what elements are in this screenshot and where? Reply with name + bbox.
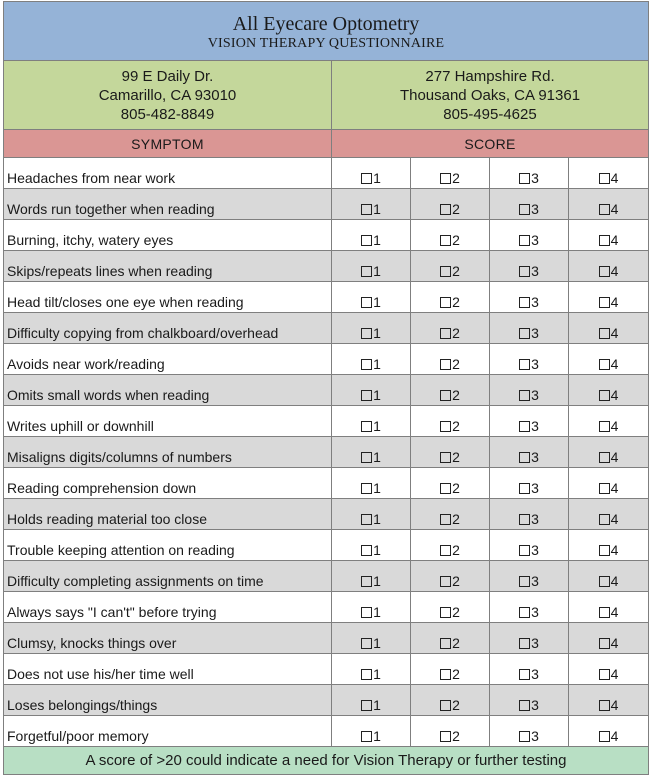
score-option-2[interactable] [411, 437, 490, 468]
score-option-4[interactable] [569, 375, 649, 406]
checkbox-icon[interactable] [519, 607, 530, 618]
table-row [4, 561, 649, 592]
table-row [4, 406, 649, 437]
checkbox-icon[interactable] [599, 421, 610, 432]
score-option-label: 3 [531, 232, 539, 248]
table-row [4, 530, 649, 561]
score-option-2[interactable] [411, 158, 490, 189]
score-option-label: 1 [373, 635, 381, 651]
score-option-3[interactable] [490, 189, 569, 220]
checkbox-icon[interactable] [519, 204, 530, 215]
score-option-label: 2 [452, 666, 460, 682]
score-option-label: 2 [452, 697, 460, 713]
score-option-label: 2 [452, 387, 460, 403]
score-option-label: 4 [610, 635, 619, 651]
checkbox-icon[interactable] [440, 669, 451, 680]
score-option-label: 3 [531, 511, 539, 527]
score-option-3[interactable] [490, 158, 569, 189]
checkbox-icon[interactable] [440, 576, 451, 587]
score-option-label: 1 [373, 387, 381, 403]
score-option-4[interactable] [569, 716, 649, 747]
score-option-4[interactable] [569, 282, 649, 313]
score-option-label: 3 [531, 263, 539, 279]
score-option-3[interactable] [490, 282, 569, 313]
score-option-label: 4 [610, 697, 619, 713]
score-option-label: 4 [610, 542, 619, 558]
score-option-label: 2 [452, 573, 460, 589]
score-option-2[interactable] [411, 344, 490, 375]
score-option-label: 1 [373, 511, 381, 527]
score-option-4[interactable] [569, 623, 649, 654]
checkbox-icon[interactable] [361, 204, 372, 215]
score-option-label: 1 [373, 449, 381, 465]
score-option-label: 4 [610, 201, 619, 217]
score-option-1[interactable] [332, 530, 411, 561]
checkbox-icon[interactable] [519, 731, 530, 742]
checkbox-icon[interactable] [440, 731, 451, 742]
score-option-4[interactable] [569, 189, 649, 220]
checkbox-icon[interactable] [440, 514, 451, 525]
score-option-1[interactable] [332, 437, 411, 468]
score-option-label: 4 [610, 573, 619, 589]
score-option-label: 1 [373, 263, 381, 279]
score-option-label: 1 [373, 418, 381, 434]
symptom-label: Forgetful/poor memory [4, 716, 332, 747]
score-option-3[interactable] [490, 251, 569, 282]
checkbox-icon[interactable] [361, 235, 372, 246]
score-option-4[interactable] [569, 251, 649, 282]
score-option-label: 4 [610, 728, 619, 744]
score-option-label: 1 [373, 542, 381, 558]
checkbox-icon[interactable] [361, 421, 372, 432]
symptom-label: Difficulty copying from chalkboard/overhead [4, 313, 332, 344]
score-option-3[interactable] [490, 561, 569, 592]
score-option-label: 2 [452, 480, 460, 496]
checkbox-icon[interactable] [440, 173, 451, 184]
score-option-label: 4 [610, 356, 619, 372]
symptom-label: Reading comprehension down [4, 468, 332, 499]
score-option-1[interactable] [332, 220, 411, 251]
checkbox-icon[interactable] [599, 731, 610, 742]
checkbox-icon[interactable] [519, 545, 530, 556]
checkbox-icon[interactable] [361, 359, 372, 370]
score-option-label: 1 [373, 294, 381, 310]
score-option-label: 3 [531, 573, 539, 589]
score-option-label: 3 [531, 635, 539, 651]
table-row [4, 654, 649, 685]
symptom-column-header: SYMPTOM [4, 130, 332, 158]
checkbox-icon[interactable] [361, 545, 372, 556]
table-row [4, 685, 649, 716]
checkbox-icon[interactable] [361, 669, 372, 680]
score-option-3[interactable] [490, 220, 569, 251]
checkbox-icon[interactable] [599, 173, 610, 184]
score-option-4[interactable] [569, 561, 649, 592]
score-option-label: 4 [610, 511, 619, 527]
score-option-label: 1 [373, 480, 381, 496]
score-option-3[interactable] [490, 623, 569, 654]
table-row [4, 158, 649, 189]
symptom-label: Always says "I can't" before trying [4, 592, 332, 623]
checkbox-icon[interactable] [519, 266, 530, 277]
score-option-label: 3 [531, 480, 539, 496]
checkbox-icon[interactable] [440, 390, 451, 401]
score-option-label: 3 [531, 728, 539, 744]
score-option-label: 2 [452, 635, 460, 651]
table-row [4, 716, 649, 747]
symptom-label: Difficulty completing assignments on time [4, 561, 332, 592]
checkbox-icon[interactable] [440, 638, 451, 649]
score-option-label: 4 [610, 449, 619, 465]
table-row [4, 344, 649, 375]
score-option-2[interactable] [411, 530, 490, 561]
score-option-1[interactable] [332, 375, 411, 406]
checkbox-icon[interactable] [440, 204, 451, 215]
score-option-label: 3 [531, 325, 539, 341]
checkbox-icon[interactable] [361, 514, 372, 525]
score-option-3[interactable] [490, 530, 569, 561]
location-city: Camarillo, CA 93010 [98, 86, 237, 104]
score-option-label: 4 [610, 418, 619, 434]
symptom-label: Writes uphill or downhill [4, 406, 332, 437]
score-option-1[interactable] [332, 313, 411, 344]
symptom-label: Burning, itchy, watery eyes [4, 220, 332, 251]
page-subtitle: VISION THERAPY QUESTIONNAIRE [207, 36, 445, 52]
score-option-label: 1 [373, 728, 381, 744]
score-option-1[interactable] [332, 561, 411, 592]
checkbox-icon[interactable] [361, 638, 372, 649]
checkbox-icon[interactable] [361, 731, 372, 742]
score-option-label: 3 [531, 666, 539, 682]
score-option-4[interactable] [569, 468, 649, 499]
score-option-label: 2 [452, 542, 460, 558]
checkbox-icon[interactable] [519, 421, 530, 432]
score-option-label: 2 [452, 201, 460, 217]
score-option-4[interactable] [569, 654, 649, 685]
score-option-label: 4 [610, 232, 619, 248]
score-option-label: 1 [373, 170, 381, 186]
checkbox-icon[interactable] [440, 607, 451, 618]
checkbox-icon[interactable] [599, 669, 610, 680]
checkbox-icon[interactable] [440, 359, 451, 370]
score-option-label: 1 [373, 232, 381, 248]
score-option-label: 4 [610, 325, 619, 341]
checkbox-icon[interactable] [599, 390, 610, 401]
score-option-3[interactable] [490, 468, 569, 499]
score-option-1[interactable] [332, 623, 411, 654]
score-option-2[interactable] [411, 189, 490, 220]
checkbox-icon[interactable] [361, 328, 372, 339]
score-option-4[interactable] [569, 685, 649, 716]
score-option-label: 2 [452, 263, 460, 279]
score-option-label: 3 [531, 604, 539, 620]
checkbox-icon[interactable] [361, 607, 372, 618]
score-option-label: 1 [373, 573, 381, 589]
symptom-label: Holds reading material too close [4, 499, 332, 530]
score-option-label: 2 [452, 232, 460, 248]
score-option-2[interactable] [411, 499, 490, 530]
questionnaire-table [3, 1, 649, 775]
table-row [4, 437, 649, 468]
location-street: 99 E Daily Dr. [121, 67, 214, 85]
score-option-label: 4 [610, 294, 619, 310]
checkbox-icon[interactable] [440, 452, 451, 463]
title-banner [4, 2, 649, 61]
score-option-label: 2 [452, 511, 460, 527]
score-option-2[interactable] [411, 685, 490, 716]
checkbox-icon[interactable] [599, 545, 610, 556]
score-option-label: 4 [610, 263, 619, 279]
score-option-1[interactable] [332, 592, 411, 623]
checkbox-icon[interactable] [599, 483, 610, 494]
score-option-1[interactable] [332, 685, 411, 716]
symptom-label: Omits small words when reading [4, 375, 332, 406]
checkbox-icon[interactable] [519, 576, 530, 587]
score-option-label: 4 [610, 480, 619, 496]
score-note-footer: A score of >20 could indicate a need for Vision Therapy or further testing [4, 747, 649, 775]
symptom-label: Avoids near work/reading [4, 344, 332, 375]
score-option-1[interactable] [332, 499, 411, 530]
score-option-label: 3 [531, 201, 539, 217]
score-option-1[interactable] [332, 716, 411, 747]
location-phone: 805-495-4625 [443, 105, 537, 123]
location-thousand-oaks [332, 61, 649, 130]
checkbox-icon[interactable] [361, 297, 372, 308]
checkbox-icon[interactable] [361, 173, 372, 184]
score-option-label: 3 [531, 449, 539, 465]
score-option-4[interactable] [569, 530, 649, 561]
score-option-1[interactable] [332, 468, 411, 499]
checkbox-icon[interactable] [599, 452, 610, 463]
score-option-2[interactable] [411, 406, 490, 437]
checkbox-icon[interactable] [519, 297, 530, 308]
checkbox-icon[interactable] [440, 297, 451, 308]
score-option-2[interactable] [411, 220, 490, 251]
location-phone: 805-482-8849 [120, 105, 215, 123]
symptom-label: Trouble keeping attention on reading [4, 530, 332, 561]
symptom-label: Loses belongings/things [4, 685, 332, 716]
checkbox-icon[interactable] [599, 266, 610, 277]
score-option-2[interactable] [411, 623, 490, 654]
table-row [4, 592, 649, 623]
score-option-1[interactable] [332, 406, 411, 437]
table-row [4, 468, 649, 499]
score-option-3[interactable] [490, 685, 569, 716]
checkbox-icon[interactable] [599, 514, 610, 525]
score-option-label: 2 [452, 418, 460, 434]
table-row [4, 375, 649, 406]
score-option-3[interactable] [490, 499, 569, 530]
score-option-label: 3 [531, 542, 539, 558]
score-option-3[interactable] [490, 375, 569, 406]
checkbox-icon[interactable] [361, 700, 372, 711]
score-option-label: 2 [452, 449, 460, 465]
score-option-2[interactable] [411, 282, 490, 313]
score-option-label: 2 [452, 325, 460, 341]
score-option-1[interactable] [332, 189, 411, 220]
score-option-2[interactable] [411, 561, 490, 592]
score-option-label: 1 [373, 604, 381, 620]
checkbox-icon[interactable] [599, 607, 610, 618]
score-option-label: 1 [373, 325, 381, 341]
score-option-label: 4 [610, 604, 619, 620]
location-camarillo [4, 61, 332, 130]
location-street: 277 Hampshire Rd. [425, 67, 555, 85]
score-option-2[interactable] [411, 251, 490, 282]
score-option-label: 1 [373, 666, 381, 682]
checkbox-icon[interactable] [519, 483, 530, 494]
score-option-2[interactable] [411, 654, 490, 685]
score-option-2[interactable] [411, 716, 490, 747]
score-column-header: SCORE [332, 130, 649, 158]
score-option-4[interactable] [569, 313, 649, 344]
score-option-label: 4 [610, 170, 619, 186]
checkbox-icon[interactable] [361, 483, 372, 494]
score-option-4[interactable] [569, 344, 649, 375]
checkbox-icon[interactable] [519, 514, 530, 525]
score-option-label: 2 [452, 170, 460, 186]
checkbox-icon[interactable] [519, 390, 530, 401]
checkbox-icon[interactable] [519, 235, 530, 246]
score-option-2[interactable] [411, 313, 490, 344]
score-option-label: 2 [452, 728, 460, 744]
score-option-3[interactable] [490, 313, 569, 344]
score-option-1[interactable] [332, 158, 411, 189]
score-option-label: 4 [610, 387, 619, 403]
checkbox-icon[interactable] [599, 235, 610, 246]
score-option-label: 3 [531, 170, 539, 186]
table-row [4, 623, 649, 654]
score-option-label: 1 [373, 201, 381, 217]
checkbox-icon[interactable] [599, 328, 610, 339]
score-option-3[interactable] [490, 654, 569, 685]
score-option-2[interactable] [411, 468, 490, 499]
table-row [4, 220, 649, 251]
score-option-4[interactable] [569, 592, 649, 623]
checkbox-icon[interactable] [440, 700, 451, 711]
checkbox-icon[interactable] [599, 359, 610, 370]
checkbox-icon[interactable] [599, 638, 610, 649]
score-option-1[interactable] [332, 251, 411, 282]
symptom-label: Clumsy, knocks things over [4, 623, 332, 654]
score-option-1[interactable] [332, 282, 411, 313]
score-option-2[interactable] [411, 375, 490, 406]
score-option-label: 1 [373, 697, 381, 713]
score-option-label: 4 [610, 666, 619, 682]
checkbox-icon[interactable] [361, 390, 372, 401]
score-option-label: 3 [531, 294, 539, 310]
checkbox-icon[interactable] [599, 700, 610, 711]
score-option-4[interactable] [569, 437, 649, 468]
checkbox-icon[interactable] [519, 328, 530, 339]
checkbox-icon[interactable] [361, 576, 372, 587]
checkbox-icon[interactable] [599, 204, 610, 215]
checkbox-icon[interactable] [519, 359, 530, 370]
symptom-label: Words run together when reading [4, 189, 332, 220]
score-option-label: 2 [452, 294, 460, 310]
checkbox-icon[interactable] [519, 173, 530, 184]
score-option-label: 3 [531, 356, 539, 372]
score-option-1[interactable] [332, 344, 411, 375]
score-option-3[interactable] [490, 437, 569, 468]
checkbox-icon[interactable] [519, 638, 530, 649]
checkbox-icon[interactable] [519, 452, 530, 463]
checkbox-icon[interactable] [519, 669, 530, 680]
score-option-label: 3 [531, 418, 539, 434]
checkbox-icon[interactable] [440, 328, 451, 339]
table-row [4, 251, 649, 282]
score-option-label: 2 [452, 356, 460, 372]
checkbox-icon[interactable] [599, 297, 610, 308]
symptom-label: Misaligns digits/columns of numbers [4, 437, 332, 468]
score-option-2[interactable] [411, 592, 490, 623]
score-option-4[interactable] [569, 499, 649, 530]
score-option-label: 3 [531, 387, 539, 403]
page-title: All Eyecare Optometry [232, 13, 420, 36]
checkbox-icon[interactable] [440, 483, 451, 494]
checkbox-icon[interactable] [599, 576, 610, 587]
table-row [4, 189, 649, 220]
score-option-3[interactable] [490, 716, 569, 747]
score-option-label: 1 [373, 356, 381, 372]
checkbox-icon[interactable] [519, 700, 530, 711]
score-option-4[interactable] [569, 406, 649, 437]
location-city: Thousand Oaks, CA 91361 [399, 86, 581, 104]
checkbox-icon[interactable] [361, 266, 372, 277]
score-option-label: 2 [452, 604, 460, 620]
checkbox-icon[interactable] [440, 545, 451, 556]
checkbox-icon[interactable] [440, 266, 451, 277]
checkbox-icon[interactable] [440, 235, 451, 246]
score-option-4[interactable] [569, 158, 649, 189]
score-option-label: 3 [531, 697, 539, 713]
symptom-label: Head tilt/closes one eye when reading [4, 282, 332, 313]
checkbox-icon[interactable] [361, 452, 372, 463]
table-row [4, 282, 649, 313]
symptom-label: Skips/repeats lines when reading [4, 251, 332, 282]
symptom-label: Headaches from near work [4, 158, 332, 189]
table-row [4, 499, 649, 530]
score-option-3[interactable] [490, 592, 569, 623]
score-option-3[interactable] [490, 406, 569, 437]
checkbox-icon[interactable] [440, 421, 451, 432]
score-option-1[interactable] [332, 654, 411, 685]
score-option-3[interactable] [490, 344, 569, 375]
table-row [4, 313, 649, 344]
symptom-label: Does not use his/her time well [4, 654, 332, 685]
score-option-4[interactable] [569, 220, 649, 251]
